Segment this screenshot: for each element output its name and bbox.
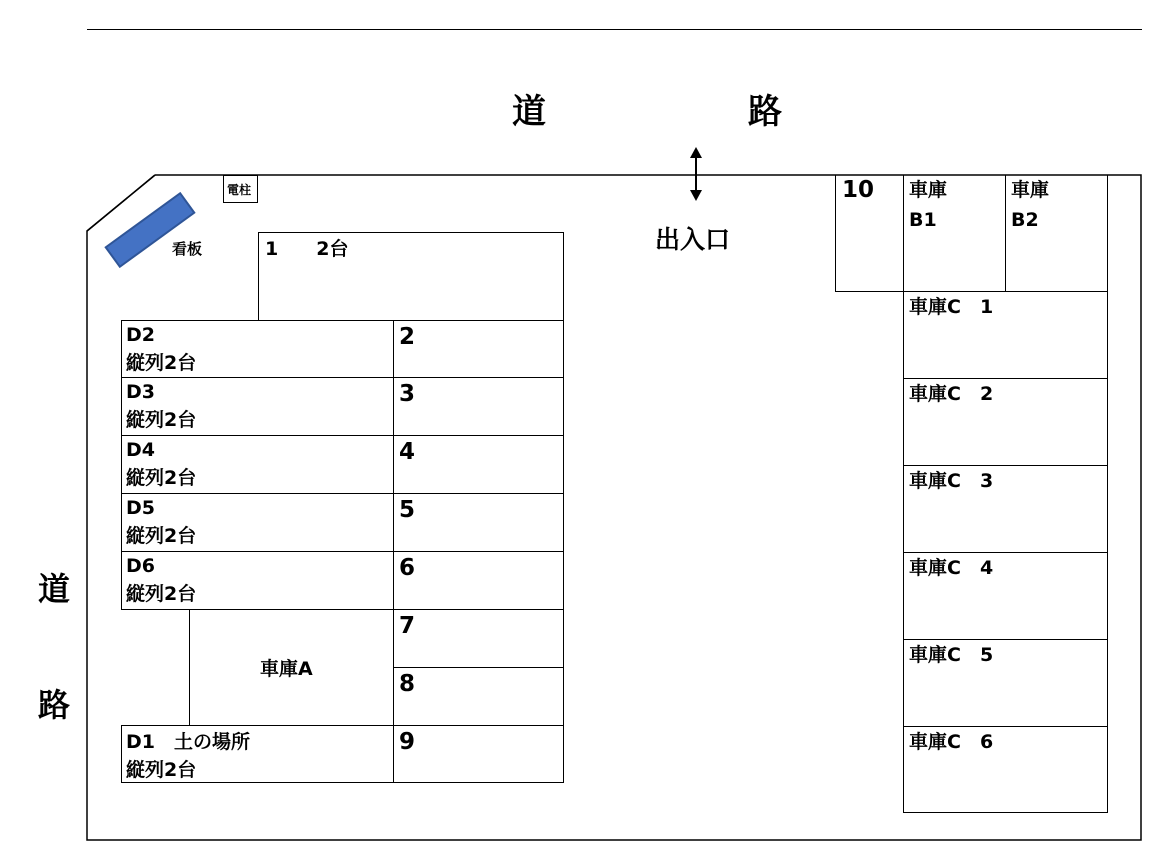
garage-c4 [903,552,1108,640]
utility-pole-label: 電柱 [227,183,252,197]
space-d4-id: D4 [126,439,155,461]
garage-c3-label: 車庫C 3 [909,470,994,492]
space-10-label: 10 [842,177,875,203]
garage-a [189,609,394,726]
garage-c2 [903,378,1108,466]
garage-c6-label: 車庫C 6 [909,731,994,753]
top-road-label-1: 道 [512,92,546,132]
space-d1 [121,725,394,783]
space-10 [835,175,904,292]
space-d3-id: D3 [126,381,155,403]
garage-c4-label: 車庫C 4 [909,557,994,579]
garage-c2-label: 車庫C 2 [909,383,994,405]
space-d2-note: 縦列2台 [126,352,197,374]
garage-a-label: 車庫A [260,658,313,680]
space-d1-id: D1 土の場所 [126,731,250,753]
space-6-label: 6 [399,555,416,581]
space-d2 [121,320,394,378]
left-road-label-1: 道 [38,570,71,608]
space-8 [393,667,564,726]
space-d6-id: D6 [126,555,155,577]
space-d5-id: D5 [126,497,155,519]
garage-c1-label: 車庫C 1 [909,296,994,318]
space-7 [393,609,564,668]
space-4-label: 4 [399,439,416,465]
entrance-label: 出入口 [655,225,731,254]
space-9 [393,725,564,783]
space-2-label: 2 [399,324,416,350]
space-4 [393,435,564,494]
garage-c1 [903,291,1108,379]
space-d5 [121,493,394,552]
entrance-arrow-icon [690,147,702,201]
garage-b1-line2: B1 [909,209,937,231]
space-d5-note: 縦列2台 [126,525,197,547]
space-d6-note: 縦列2台 [126,583,197,605]
garage-b1 [903,175,1006,292]
space-d1-note: 縦列2台 [126,759,197,781]
left-road-label-2: 路 [38,686,71,724]
garage-c6 [903,726,1108,813]
space-d4-note: 縦列2台 [126,467,197,489]
utility-pole-box [223,175,258,203]
signboard-label: 看板 [172,240,203,258]
space-1 [258,232,564,321]
garage-b2 [1005,175,1108,292]
space-5-label: 5 [399,497,416,523]
garage-b1-line1: 車庫 [909,179,948,201]
space-d6 [121,551,394,610]
space-d3 [121,377,394,436]
space-9-label: 9 [399,729,416,755]
garage-b2-line2: B2 [1011,209,1039,231]
space-8-label: 8 [399,671,416,697]
garage-b2-line1: 車庫 [1011,179,1050,201]
space-2 [393,320,564,378]
space-3 [393,377,564,436]
garage-c5 [903,639,1108,727]
space-1-label: 1 2台 [265,238,349,260]
space-d3-note: 縦列2台 [126,409,197,431]
space-d2-id: D2 [126,324,155,346]
garage-c3 [903,465,1108,553]
space-6 [393,551,564,610]
top-road-label-2: 路 [748,92,782,132]
space-d4 [121,435,394,494]
space-3-label: 3 [399,381,416,407]
garage-c5-label: 車庫C 5 [909,644,994,666]
space-7-label: 7 [399,613,416,639]
space-5 [393,493,564,552]
